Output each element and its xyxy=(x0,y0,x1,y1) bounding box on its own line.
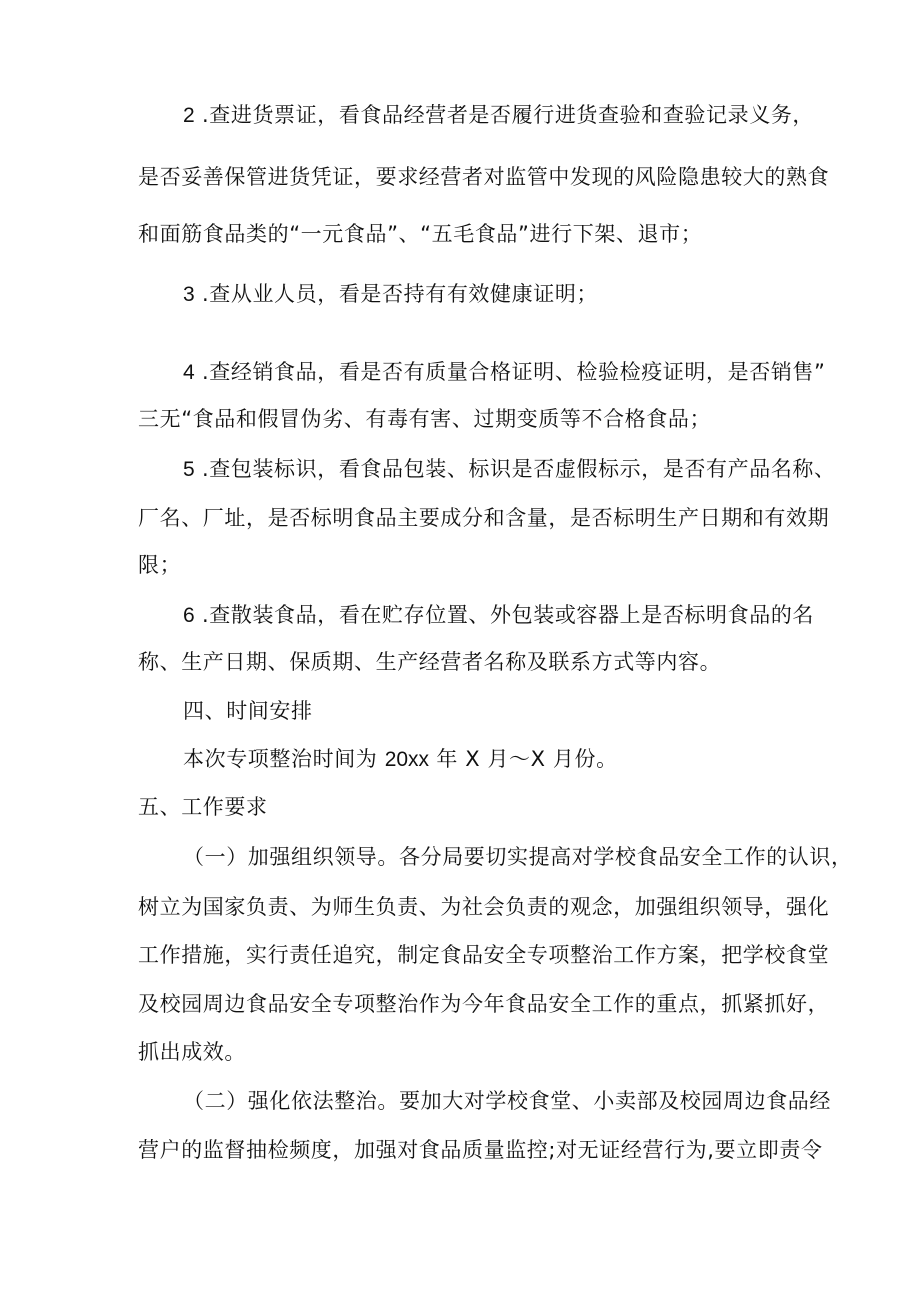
section-5-heading: 五、工作要求 xyxy=(138,795,268,819)
section-5-para-1-line-4: 及校园周边食品安全专项整治作为今年食品安全工作的重点，抓紧抓好， xyxy=(138,992,830,1016)
item-2-number: 2 xyxy=(183,104,195,127)
item-2-line-1 xyxy=(183,101,814,130)
section-4-heading: 四、时间安排 xyxy=(183,699,313,723)
section-4-text-b: 年 X 月～X 月份。 xyxy=(429,747,618,771)
section-4-text xyxy=(183,745,618,774)
item-6-text-1: .查散装食品，看在贮存位置、外包装或容器上是否标明食品的名 xyxy=(194,603,815,627)
item-4-line-1 xyxy=(183,358,826,387)
item-6-line-2: 称、生产日期、保质期、生产经营者名称及联系方式等内容。 xyxy=(138,650,722,674)
item-2-line-3: 和面筋食品类的“一元食品”、“五毛食品”进行下架、退市； xyxy=(138,222,703,246)
section-5-para-2-line-1: （二）强化依法整治。要加大对学校食堂、小卖部及校园周边食品经 xyxy=(183,1089,831,1113)
section-5-para-1-line-2: 树立为国家负责、为师生负责、为社会负责的观念，加强组织领导，强化 xyxy=(138,895,830,919)
item-5-line-3: 限； xyxy=(138,553,182,577)
item-5-number: 5 xyxy=(183,458,195,481)
section-5-para-2-line-2: 营户的监督抽检频度，加强对食品质量监控;对无证经营行为,要立即责令 xyxy=(138,1138,823,1162)
item-3-text-1: .查从业人员，看是否持有有效健康证明； xyxy=(194,282,599,306)
section-5-para-1-line-1: （一）加强组织领导。各分局要切实提高对学校食品安全工作的认识， xyxy=(183,845,853,869)
item-4-text-1: .查经销食品，看是否有质量合格证明、检验检疫证明，是否销售” xyxy=(194,360,826,384)
item-4-line-2: 三无“食品和假冒伪劣、有毒有害、过期变质等不合格食品； xyxy=(138,407,712,431)
section-5-para-1-line-5: 抓出成效。 xyxy=(138,1040,246,1064)
section-4-year: 20xx xyxy=(384,748,430,771)
item-6-line-1 xyxy=(183,601,814,630)
item-2-line-2: 是否妥善保管进货凭证，要求经营者对监管中发现的风险隐患较大的熟食 xyxy=(138,165,830,189)
item-3-line-1 xyxy=(183,280,598,309)
item-2-text-1: .查进货票证，看食品经营者是否履行进货查验和查验记录义务， xyxy=(194,103,815,127)
item-5-line-1 xyxy=(183,455,836,484)
item-4-number: 4 xyxy=(183,361,195,384)
item-6-number: 6 xyxy=(183,604,195,627)
section-5-para-1-line-3: 工作措施，实行责任追究，制定食品安全专项整治工作方案，把学校食堂 xyxy=(138,943,830,967)
item-3-number: 3 xyxy=(183,283,195,306)
item-5-text-1: .查包装标识，看食品包装、标识是否虚假标示，是否有产品名称、 xyxy=(194,457,836,481)
section-4-text-a: 本次专项整治时间为 xyxy=(183,747,385,771)
item-5-line-2: 厂名、厂址，是否标明食品主要成分和含量，是否标明生产日期和有效期 xyxy=(138,506,830,530)
